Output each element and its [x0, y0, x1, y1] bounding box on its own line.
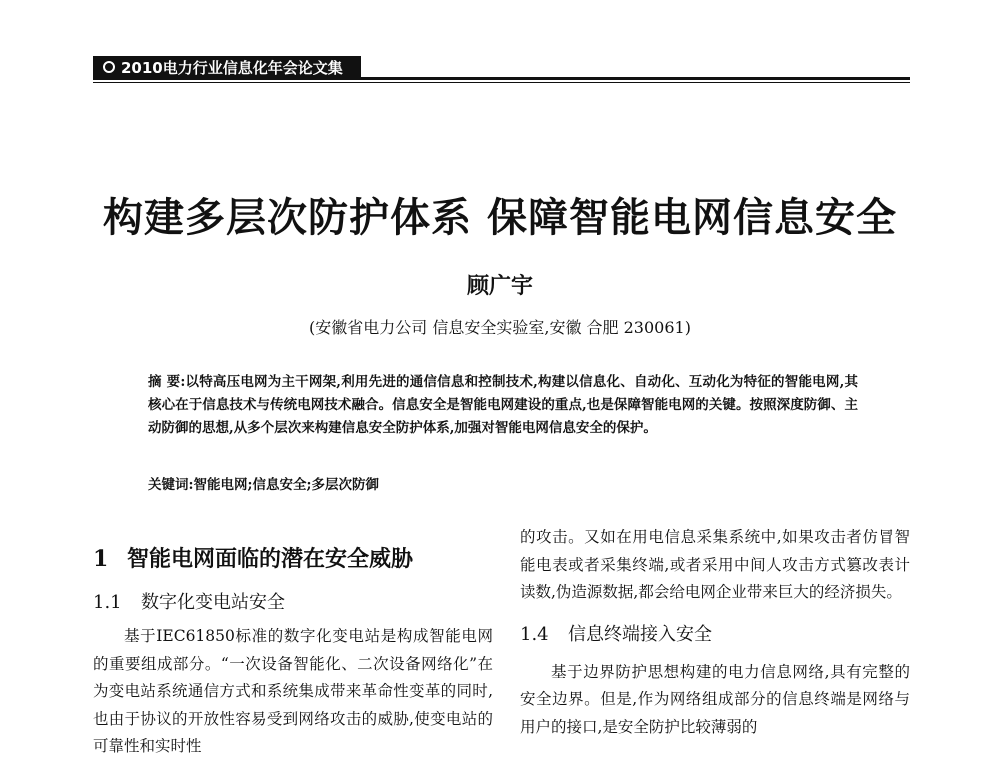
author-affiliation: (安徽省电力公司 信息安全实验室,安徽 合肥 230061) — [309, 318, 691, 337]
header-rule-thick — [93, 77, 910, 80]
header-banner-text: 2010电力行业信息化年会论文集 — [121, 58, 343, 77]
subsection-number: 1.4 — [520, 623, 549, 645]
subsection-title: 数字化变电站安全 — [141, 592, 285, 613]
paper-title: 构建多层次防护体系 保障智能电网信息安全 — [103, 194, 897, 241]
subsection-heading — [93, 583, 493, 623]
section-number: 1 — [93, 546, 109, 572]
body-paragraph: 基于边界防护思想构建的电力信息网络,具有完整的安全边界。但是,作为网络组成部分的信息终端是网络与用户的接口,是安全防护比较薄弱的 — [520, 662, 910, 736]
subsection-number: 1.1 — [93, 592, 122, 613]
author-name: 顾广宇 — [466, 273, 533, 299]
header-rule-thin — [93, 82, 910, 83]
section-heading — [93, 535, 493, 583]
abstract-label: 摘 要: — [148, 374, 186, 390]
header-banner — [93, 56, 361, 78]
keywords — [148, 474, 858, 497]
abstract-text: 以特高压电网为主干网架,利用先进的通信信息和控制技术,构建以信息化、自动化、互动化为特征的智能电网,其核心在于信息技术与传统电网技术融合。信息安全是智能电网建设的重点,也是保障智能电网的关键。按照深度防御、主动防御的思想,从多个层次来构建信息安全防护体系,加强对智能电网信息安全的保护。 — [148, 374, 858, 436]
abstract — [148, 371, 858, 440]
right-column — [520, 524, 910, 741]
subsection-heading — [520, 615, 910, 655]
left-column — [93, 535, 493, 761]
keywords-text: 智能电网;信息安全;多层次防御 — [193, 477, 379, 493]
body-paragraph-continued: 的攻击。又如在用电信息采集系统中,如果攻击者仿冒智能电表或者采集终端,或者采用中间人攻击方式篡改表计读数,伪造源数据,都会给电网企业带来巨大的经济损失。 — [520, 528, 910, 601]
keywords-label: 关键词: — [148, 477, 194, 493]
body-paragraph: 基于IEC61850标准的数字化变电站是构成智能电网的重要组成部分。“一次设备智能化、二次设备网络化”在为变电站系统通信方式和系统集成带来革命性变革的同时,也由于协议的开放性容易受到网络攻击的威胁,使变电站的可靠性和实时性 — [93, 627, 493, 755]
subsection-title: 信息终端接入安全 — [568, 623, 712, 645]
circle-emblem-icon — [103, 61, 115, 73]
section-title: 智能电网面临的潜在安全威胁 — [127, 546, 414, 572]
